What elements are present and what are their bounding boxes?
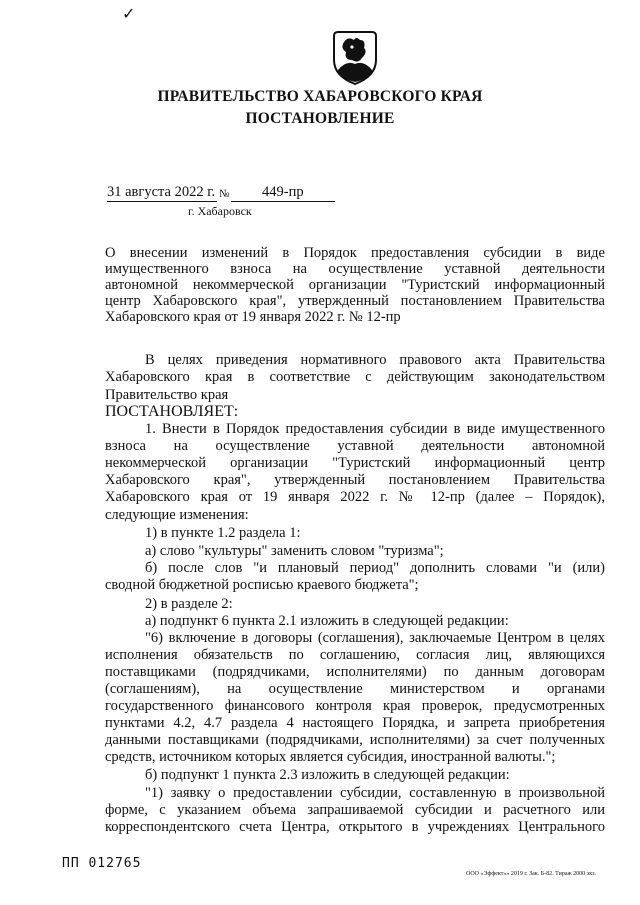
preamble-line: Хабаровского края в соответствие с действующим законодательством — [105, 369, 605, 385]
body-line: корреспондентского счета Центра, открытого в учреждениях Центрального — [105, 819, 605, 835]
body-line: взноса на осуществление уставной деятельности автономной — [105, 438, 605, 454]
body-line: средств, источником которых является субсидия, иностранной валюты."; — [105, 749, 556, 765]
body-line: данными поставщиками (подрядчиками, исполнителями) за счет полученных — [105, 732, 605, 748]
body-line: 1) в пункте 1.2 раздела 1: — [145, 525, 301, 541]
document-date: 31 августа 2022 г. — [107, 184, 216, 200]
body-line: (соглашениям), на осуществление министерством и органами — [105, 681, 605, 697]
body-line: форме, с указанием объема запрашиваемой субсидии и расчетного или — [105, 802, 605, 818]
resolves-heading: ПОСТАНОВЛЯЕТ: — [105, 403, 239, 420]
document-type-title: ПОСТАНОВЛЕНИЕ — [245, 110, 395, 127]
number-label: № — [219, 188, 230, 200]
body-line: сводной бюджетной росписью краевого бюджета"; — [105, 577, 419, 593]
body-line: 1. Внести в Порядок предоставления субсидии в виде имущественного — [145, 421, 605, 437]
printer-imprint: ООО «Эффект»» 2019 г. Зак. Б-82. Тираж 2000 экз. — [466, 871, 596, 877]
body-line: поставщиками (подрядчиками, исполнителями) по данным договорам — [105, 664, 605, 680]
body-line: государственного финансового контроля края проверок, предусмотренных — [105, 698, 605, 714]
subject-line: Хабаровского края от 19 января 2022 г. № 12-пр — [105, 309, 401, 325]
body-line: "6) включение в договоры (соглашения), заключаемые Центром в целях — [145, 630, 605, 646]
body-line: некоммерческой организации "Туристский информационный центр — [105, 455, 605, 471]
body-line: а) подпункт 6 пункта 2.1 изложить в следующей редакции: — [145, 613, 509, 629]
subject-line: автономной некоммерческой организации "Туристский информационный — [105, 277, 605, 293]
body-line: а) слово "культуры" заменить словом "туризма"; — [145, 543, 444, 559]
body-line: "1) заявку о предоставлении субсидии, составленную в произвольной — [145, 785, 605, 801]
handwritten-check-mark: ✓ — [122, 6, 136, 23]
body-line: Хабаровского края от 19 января 2022 г. № 12-пр (далее – Порядок), — [105, 489, 605, 505]
document-number: 449-пр — [262, 184, 304, 200]
number-underline — [231, 201, 335, 202]
preamble-line: Правительство края — [105, 387, 229, 403]
body-line: 2) в разделе 2: — [145, 596, 233, 612]
document-city: г. Хабаровск — [188, 204, 252, 218]
form-serial-number: ПП 012765 — [62, 856, 142, 871]
body-line: Хабаровского края", утвержденный постановлением Правительства — [105, 472, 605, 488]
body-line: б) после слов "и плановый период" дополнить словами "и (или) — [145, 560, 605, 576]
government-name: ПРАВИТЕЛЬСТВО ХАБАРОВСКОГО КРАЯ — [157, 88, 483, 105]
date-underline — [107, 201, 217, 202]
subject-line: О внесении изменений в Порядок предоставления субсидии в виде — [105, 245, 605, 261]
body-line: следующие изменения: — [105, 507, 249, 523]
preamble-line: В целях приведения нормативного правового акта Правительства — [145, 352, 605, 368]
body-line: исполнения обязательств по соглашению, согласия лиц, являющихся — [105, 647, 605, 663]
coat-of-arms-icon — [330, 30, 380, 86]
body-line: пунктами 4.2, 4.7 раздела 4 настоящего Порядка, и запрета приобретения — [105, 715, 605, 731]
subject-line: имущественного взноса на осуществление уставной деятельности — [105, 261, 605, 277]
body-line: б) подпункт 1 пункта 2.3 изложить в следующей редакции: — [145, 767, 510, 783]
subject-line: центр Хабаровского края", утвержденный постановлением Правительства — [105, 293, 605, 309]
